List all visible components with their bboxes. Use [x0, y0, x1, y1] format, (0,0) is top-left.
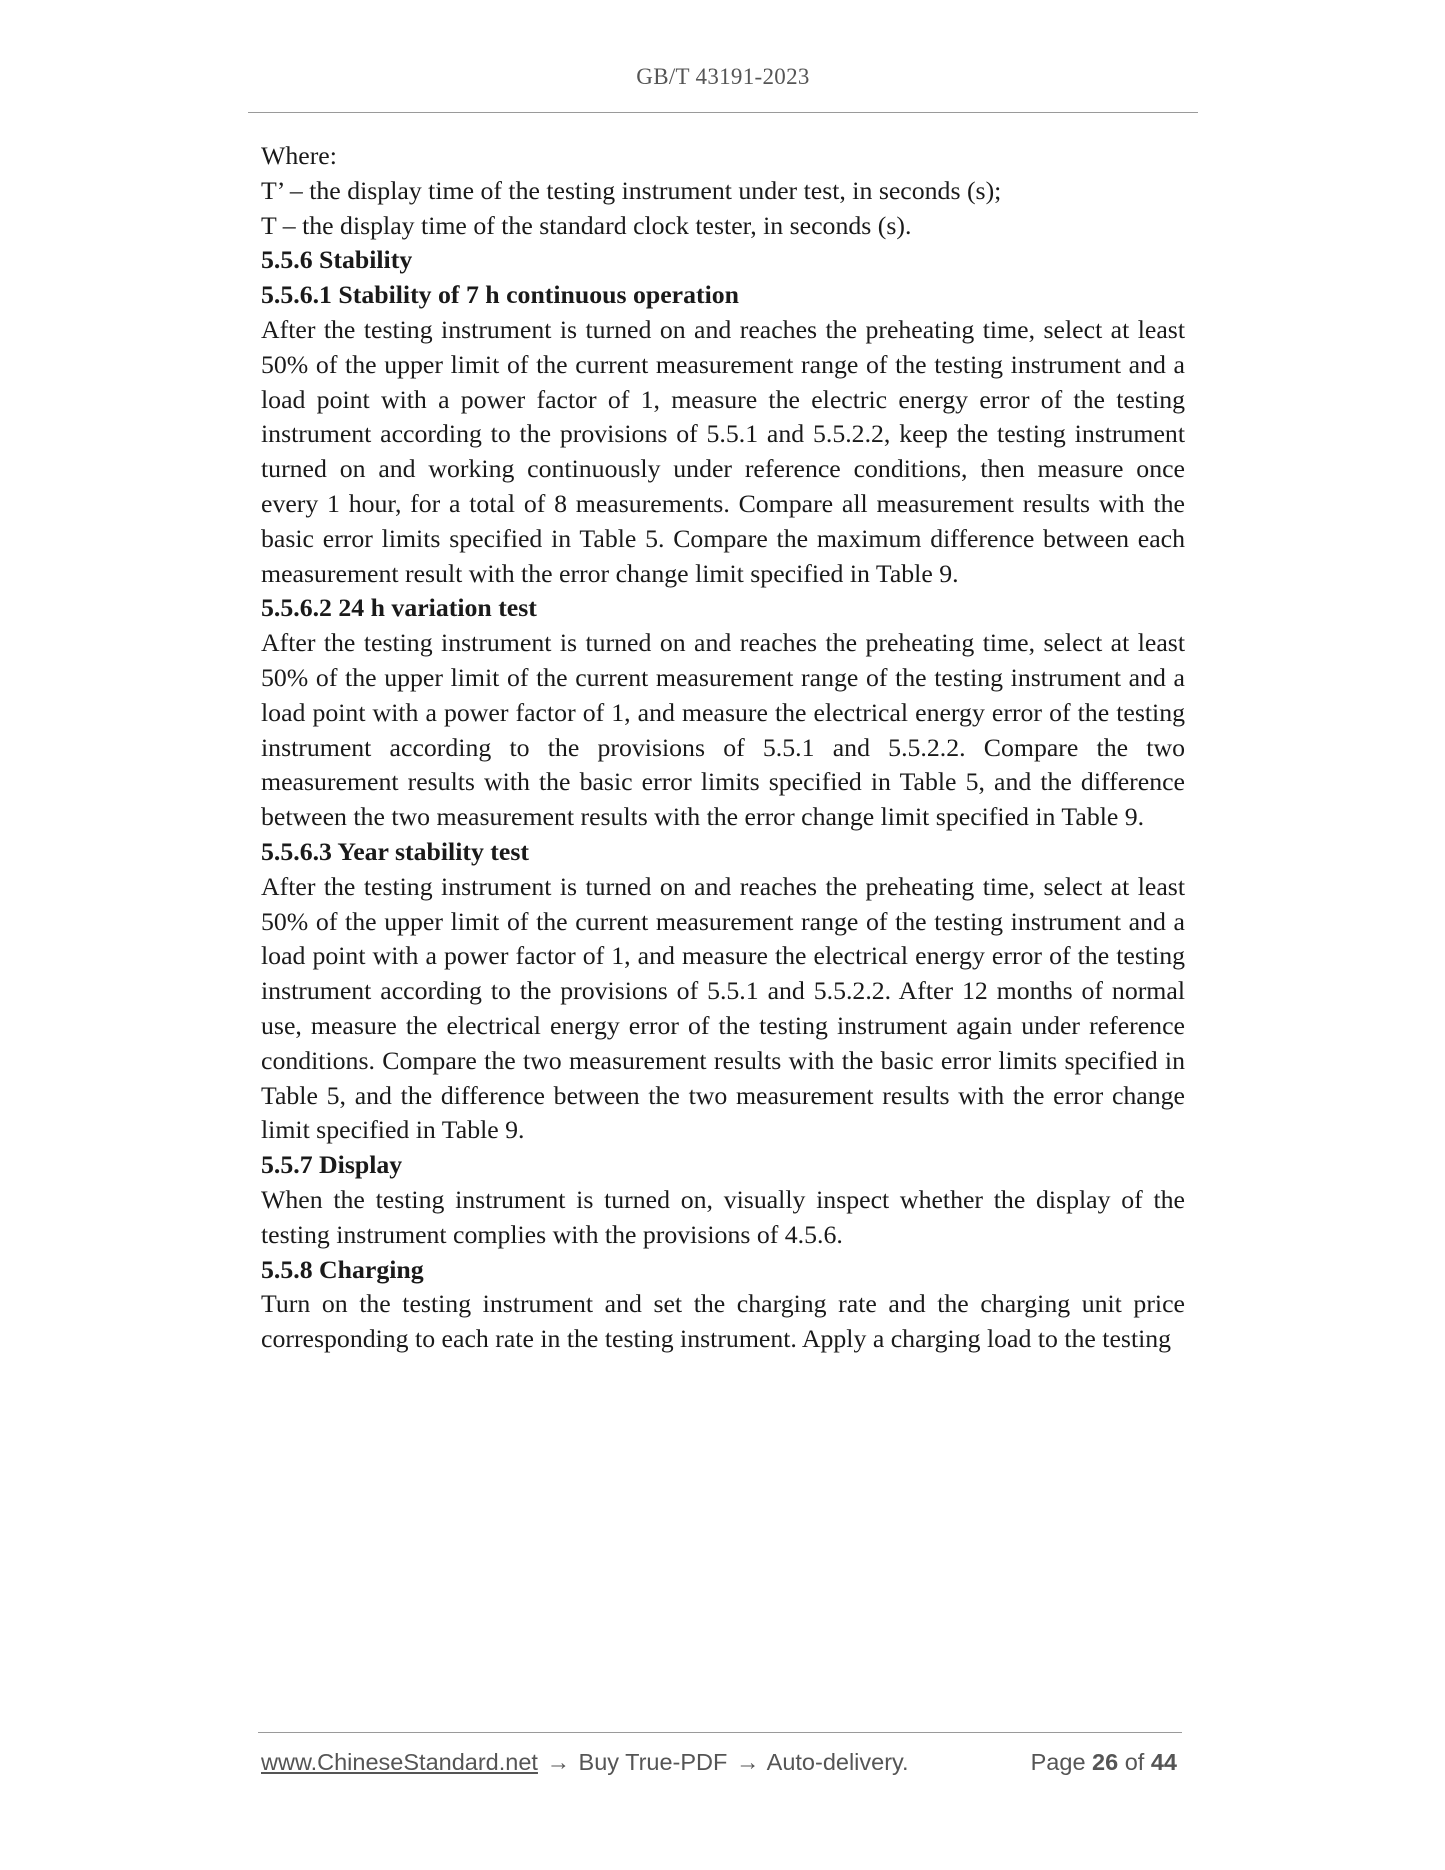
page-label: Page — [1030, 1749, 1086, 1775]
section-heading-5-5-6: 5.5.6 Stability — [261, 245, 413, 275]
buy-true-pdf-text: Buy True-PDF — [578, 1749, 728, 1775]
page-number — [1031, 1749, 1177, 1776]
paragraph-5-5-6-2: After the testing instrument is turned on and reaches the preheating time, select at least 50% of the upper limit of the current measurement range of the testing instrument and a load point with a power factor of 1, and measure the electrical energy error of the testing instrument according to the provisions of 5.5.1 and 5.5.2.2. Compare the two measurement results with the basic error limits specified in Table 5, and the difference between the two measurement results with the error change limit specified in Table 9. — [261, 628, 1185, 832]
section-heading-5-5-7: 5.5.7 Display — [261, 1150, 403, 1180]
paragraph-5-5-6-3: After the testing instrument is turned on and reaches the preheating time, select at least 50% of the upper limit of the current measurement range of the testing instrument and a load point with a power factor of 1, and measure the electrical energy error of the testing instrument according to the provisions of 5.5.1 and 5.5.2.2. After 12 months of normal use, measure the electrical energy error of the testing instrument again under reference conditions. Compare the two measurement results with the basic error limits specified in Table 5, and the difference between the two measurement results with the error change limit specified in Table 9. — [261, 871, 1185, 1145]
footer-divider — [258, 1732, 1182, 1733]
document-body — [261, 139, 1185, 1357]
document-header-standard-number: GB/T 43191-2023 — [636, 64, 810, 89]
page-current: 26 — [1092, 1749, 1119, 1775]
footer-promo — [261, 1749, 909, 1776]
paragraph-5-5-6-1: After the testing instrument is turned on and reaches the preheating time, select at least 50% of the upper limit of the current measurement range of the testing instrument and a load point with a power factor of 1, measure the electric energy error of the testing instrument according to the provisions of 5.5.1 and 5.5.2.2, keep the testing instrument turned on and working continuously under reference conditions, then measure once every 1 hour, for a total of 8 measurements. Compare all measurement results with the basic error limits specified in Table 5. Compare the maximum difference between each measurement result with the error change limit specified in Table 9. — [261, 314, 1185, 588]
arrow-right-icon: → — [735, 1749, 760, 1775]
chinesestandard-link[interactable]: www.ChineseStandard.net — [261, 1749, 538, 1775]
paragraph-5-5-8: Turn on the testing instrument and set the charging rate and the charging unit price corresponding to each rate in the testing instrument. Apply a charging load to the testing — [261, 1289, 1185, 1354]
definition-t: T – the display time of the standard clock tester, in seconds (s). — [261, 210, 912, 240]
arrow-right-icon: → — [546, 1749, 570, 1775]
header-divider — [248, 112, 1198, 113]
definition-t-prime: T’ – the display time of the testing instrument under test, in seconds (s); — [261, 175, 1002, 205]
section-heading-5-5-6-2: 5.5.6.2 24 h variation test — [261, 593, 537, 623]
auto-delivery-text: Auto-delivery. — [766, 1749, 909, 1775]
where-label: Where: — [261, 141, 337, 170]
section-heading-5-5-6-3: 5.5.6.3 Year stability test — [261, 836, 529, 866]
page-of-label: of — [1124, 1749, 1145, 1775]
section-heading-5-5-8: 5.5.8 Charging — [261, 1254, 424, 1284]
page-total: 44 — [1150, 1749, 1177, 1775]
section-heading-5-5-6-1: 5.5.6.1 Stability of 7 h continuous operation — [261, 280, 740, 310]
page-footer — [261, 1749, 1185, 1783]
paragraph-5-5-7: When the testing instrument is turned on, visually inspect whether the display of the testing instrument complies with the provisions of 4.5.6. — [261, 1184, 1185, 1249]
